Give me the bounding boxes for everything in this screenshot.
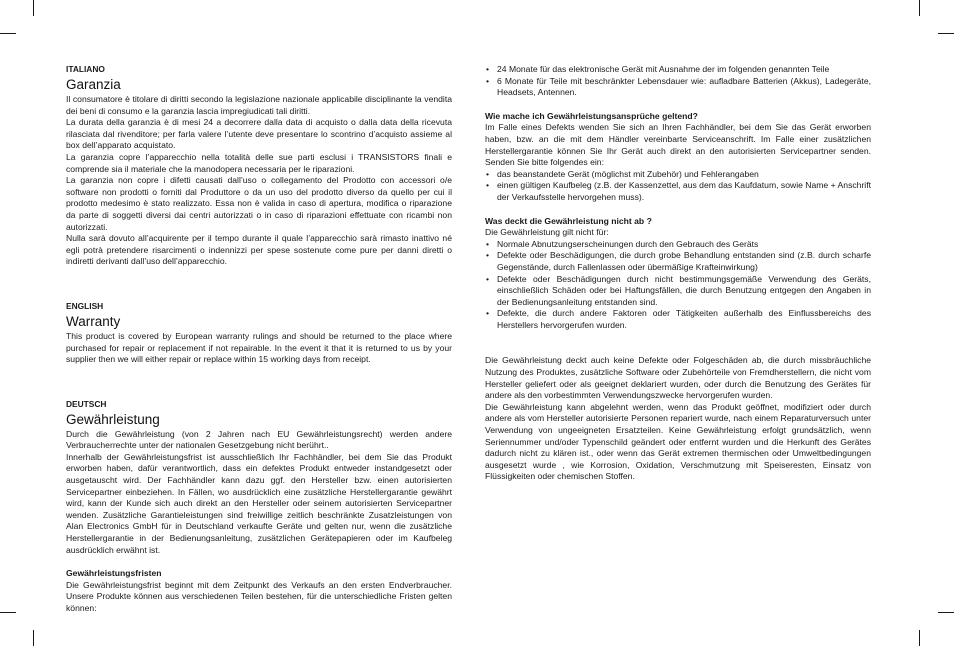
periods-list — [485, 64, 871, 99]
excluded-paragraph: Die Gewährleistung gilt nicht für: — [485, 227, 609, 238]
periods-paragraph: Die Gewährleistungsfrist beginnt mit dem Zeitpunkt des Verkaufs an den ersten Endverbraucher. Unsere Produkte können aus verschiedenen Teilen bestehen, für die unterschiedliche Fristen gelten können: — [66, 579, 452, 613]
english-section — [66, 301, 452, 366]
italian-lang-label: ITALIANO — [66, 64, 105, 74]
italian-paragraph: La garanzia copre l’apparecchio nella totalità delle sue parti esclusi i TRANSISTORS finali e comprende sia il materiale che la manodopera necessaria per le riparazioni. — [66, 151, 452, 174]
italian-section — [66, 64, 452, 268]
list-item: • Defekte oder Beschädigungen, die durch grobe Behandlung entstanden sind (z.B. durch scharfe Gegenstände, durch Fallenlassen oder übermäßige Krafteinwirkung) — [485, 250, 871, 273]
periods-heading: Gewährleistungsfristen — [66, 568, 162, 579]
italian-paragraph: Nulla sarà dovuto all’acquirente per il tempo durante il quale l’apparecchio sarà rimasto inattivo né egli potrà pretendere risarcimenti o indennizzi per spese sostenute come pure per danni diretti o indiretti derivanti dall’uso dell’apparecchio. — [66, 233, 452, 267]
list-item: • Defekte, die durch andere Faktoren oder Tätigkeiten außerhalb des Einflussbereichs des Herstellers hervorgerufen wurden. — [485, 308, 871, 331]
german-paragraph: Durch die Gewährleistung (von 2 Jahren nach EU Gewährleistungsrecht) werden andere Verbraucherrechte unter der nationalen Gesetzgebung nicht berührt.. — [66, 428, 452, 451]
english-title: Warranty — [66, 313, 121, 329]
italian-paragraph: La durata della garanzia è di mesi 24 a decorrere dalla data di acquisto o dalla data della ricevuta rilasciata dal rivenditore; per farla valere l’utente deve presentare lo scontrino d’acquisto assieme al box dell’apparato acquistato. — [66, 117, 452, 151]
left-column — [66, 64, 452, 615]
crop-mark — [33, 630, 34, 646]
crop-mark — [0, 33, 16, 34]
list-item: • einen gültigen Kaufbeleg (z.B. der Kassenzettel, aus dem das Kaufdatum, sowie Name + Anschrift der Verkaufsstelle hervorgehen muss). — [485, 180, 871, 203]
list-item: • das beanstandete Gerät (möglichst mit Zubehör) und Fehlerangaben — [485, 169, 871, 181]
crop-mark — [33, 0, 34, 16]
german-section — [66, 399, 452, 615]
english-lang-label: ENGLISH — [66, 300, 104, 311]
italian-paragraph: Il consumatore è titolare di diritti secondo la legislazione nazionale applicabile disciplinante la vendita dei beni di consumo e la garanzia lascia impregiudicati tali diritti. — [66, 94, 452, 116]
crop-mark — [919, 630, 920, 646]
closing-paragraph: Die Gewährleistung deckt auch keine Defekte oder Folgeschäden ab, die durch missbräuchliche Nutzung des Produktes, zusätzliche Software oder Zubehörteile von Fremdherstellern, die nicht vom Hersteller geliefert oder als geeignet deklariert wurden, oder durch die Benutzung des Gerätes für andere als den vorbestimmten Verwendungszwecke hervorgerufen wurden. — [485, 355, 871, 401]
crop-mark — [919, 0, 920, 16]
claims-heading: Wie mache ich Gewährleistungsansprüche geltend? — [485, 110, 698, 121]
crop-mark — [0, 612, 16, 613]
german-lang-label: DEUTSCH — [66, 398, 107, 409]
crop-mark — [938, 612, 954, 613]
crop-mark — [938, 33, 954, 34]
italian-paragraph: La garanzia non copre i difetti causati dall’uso o collegamento del Prodotto con accessori o/e software non prodotti o forniti dal Produttore o da un uso del prodotto diverso da quello per cui il prodotto medesimo è stato realizzato. Essa non è valida in caso di apertura, modifica o riparazione da parte di soggetti diversi dai centri autorizzati o in caso di riparazioni effettuate con ricambi non autorizzati. — [66, 175, 452, 232]
claims-list — [485, 169, 871, 204]
italian-title: Garanzia — [66, 77, 121, 92]
english-paragraph: This product is covered by European warranty rulings and should be returned to the place where purchased for repair or replacement if not repairable. In the event it that it is returned to us by your supplier then we will either repair or replace within 15 working days from receipt. — [66, 330, 452, 365]
list-item: • Normale Abnutzungserscheinungen durch den Gebrauch des Geräts — [485, 239, 871, 251]
german-paragraph: Innerhalb der Gewährleistungsfrist ist ausschließlich Ihr Fachhändler, bei dem Sie das Produkt erworben haben, dafür verantwortlich, dass ein defektes Produkt entweder instandgesetzt oder ausgetauscht wird. Der Fachhändler kann dazu ggf. den Hersteller bzw. einen autorisierten Servicepartner einbeziehen. In Fällen, wo ausdrücklich eine zusätzliche Herstellergarantie gewährt wird, kann der Kunde sich auch direkt an den Hersteller oder seinem autorisierten Servicepartner wenden. Zusätzliche Garantieleistungen sind freiwillige zeitlich beschränkte Zusatzleistungen von Alan Electronics GmbH für in Deutschland verkaufte Geräte und gelten nur, wenn die zusätzliche Herstellergarantie in der Bedienungsanleitung, zusätzlichen Gerätepapieren oder im Kaufbeleg ausdrücklich erwähnt ist. — [66, 451, 452, 555]
closing-paragraph: Die Gewährleistung kann abgelehnt werden, wenn das Produkt geöffnet, modifiziert oder durch andere als vom Hersteller autorisierte Personen repariert wurde, nach einem Reparaturversuch unter Verwendung von ungeeigneten Ersatzteilen. Keine Gewährleistung erfolgt grundsätzlich, wenn Seriennummer und/oder Typenschild geändert oder entfernt wurden und die Herkunft des Gerätes dadurch nicht zu klären ist., oder wenn das Gerät extremen thermischen oder Umweltbedingungen ausgesetzt wurde , wie Korrosion, Oxidation, Verschmutzung mit Speiseresten, Einsatz von Flüssigkeiten oder chemischen Stoffen. — [485, 401, 871, 482]
list-item: • 24 Monate für das elektronische Gerät mit Ausnahme der im folgenden genannten Teile — [485, 64, 871, 76]
german-title: Gewährleistung — [66, 411, 160, 427]
claims-paragraph: Im Falle eines Defekts wenden Sie sich an Ihren Fachhändler, bei dem Sie das Gerät erworben haben, bzw. an die mit dem Händler vereinbarte Serviceanschrift. Im Falle einer zusätzlichen Herstellergarantie können Sie Ihr Gerät auch direkt an den autorisierten Servicepartner senden. Senden Sie bitte folgendes ein: — [485, 122, 871, 168]
right-column — [485, 64, 871, 483]
list-item: • Defekte oder Beschädigungen durch nicht bestimmungsgemäße Verwendung des Geräts, einschließlich Schäden oder bei Haftungsfällen, die durch Benutzung entgegen den Angaben in der Bedienungsanleitung entstanden sind. — [485, 274, 871, 309]
list-item: • 6 Monate für Teile mit beschränkter Lebensdauer wie: aufladbare Batterien (Akkus), Ladegeräte, Headsets, Antennen. — [485, 76, 871, 99]
excluded-heading: Was deckt die Gewährleistung nicht ab ? — [485, 215, 652, 226]
excluded-list — [485, 239, 871, 332]
